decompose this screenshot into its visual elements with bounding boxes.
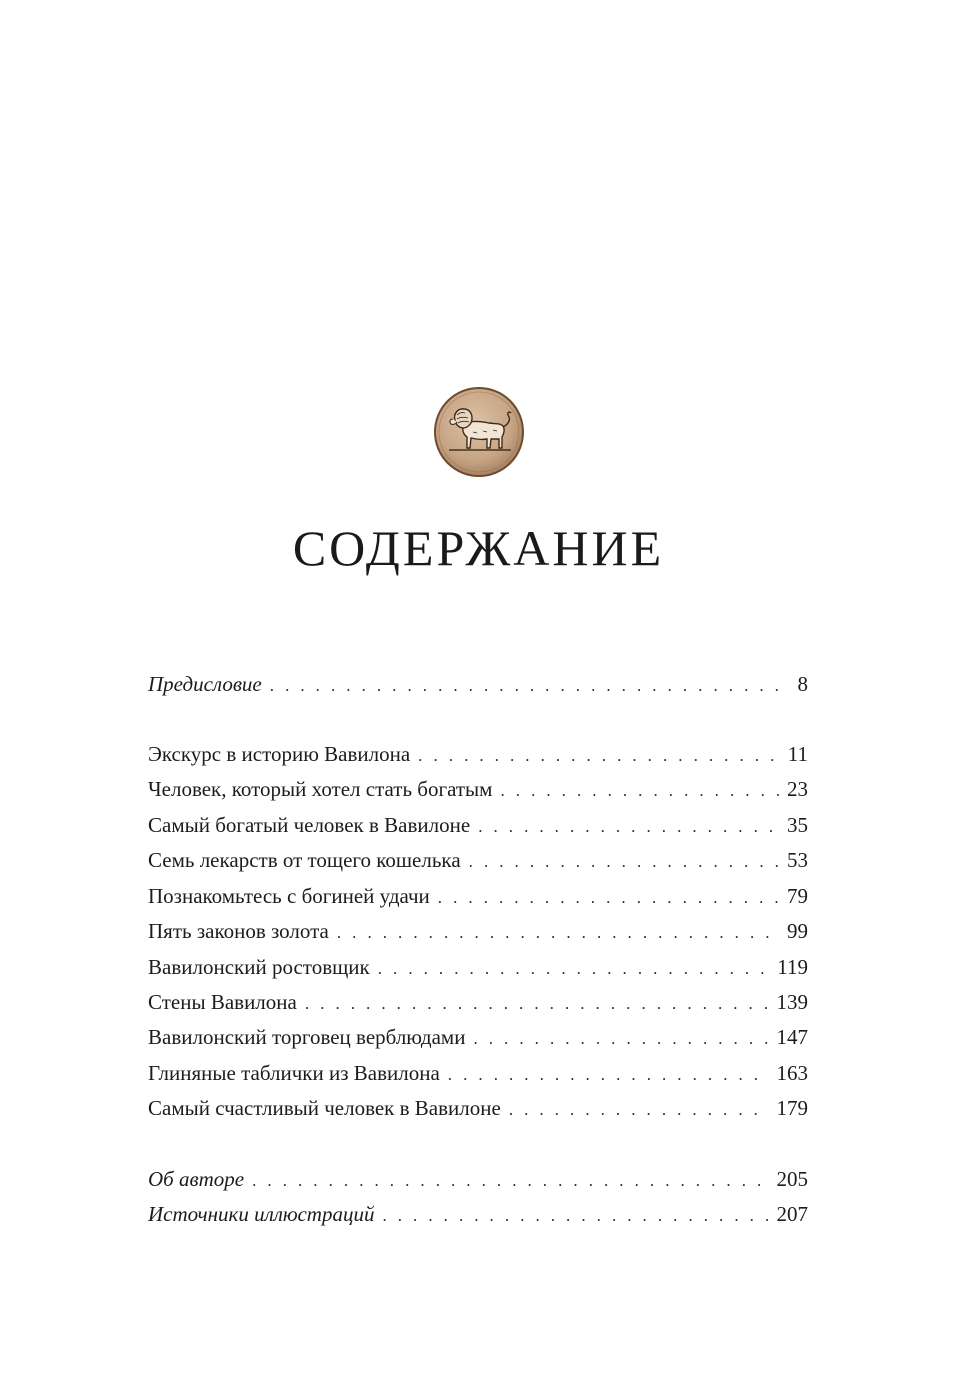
toc-entry-illustration-sources[interactable]: [148, 1200, 808, 1228]
toc-entry-page: 119: [777, 955, 808, 979]
toc-entry-chapter[interactable]: [148, 1059, 808, 1087]
toc-entry-page: 179: [776, 1096, 808, 1120]
toc-entry-chapter[interactable]: [148, 775, 808, 803]
page-title: СОДЕРЖАНИЕ: [292, 520, 665, 576]
toc-leader-dots: [478, 813, 779, 841]
toc-entry-title: Самый счастливый человек в Вавилоне: [148, 1096, 501, 1120]
toc-entry-chapter[interactable]: [148, 811, 808, 839]
toc-entry-title: Источники иллюстраций: [148, 1202, 375, 1226]
toc-entry-chapter[interactable]: [148, 1094, 808, 1122]
toc-leader-dots: [473, 1025, 768, 1053]
toc-entry-page: 35: [787, 813, 808, 837]
toc-leader-dots: [500, 777, 779, 805]
toc-leader-dots: [305, 990, 769, 1018]
toc-entry-page: 139: [776, 990, 808, 1014]
toc-leader-dots: [418, 742, 780, 770]
toc-entry-title: Человек, который хотел стать богатым: [148, 777, 493, 801]
toc-entry-chapter[interactable]: [148, 917, 808, 945]
toc-entry-title: Предисловие: [148, 672, 262, 696]
toc-entry-page: 11: [787, 742, 808, 766]
table-of-contents: [148, 0, 808, 1388]
toc-entry-title: Семь лекарств от тощего кошелька: [148, 848, 461, 872]
toc-entry-chapter[interactable]: [148, 1023, 808, 1051]
toc-entry-page: 53: [787, 848, 808, 872]
toc-leader-dots: [469, 848, 779, 876]
toc-entry-about-author[interactable]: [148, 1165, 808, 1193]
toc-entry-chapter[interactable]: [148, 988, 808, 1016]
toc-entry-page: 163: [776, 1061, 808, 1085]
toc-entry-title: Познакомьтесь с богиней удачи: [148, 884, 430, 908]
toc-entry-title: Стены Вавилона: [148, 990, 297, 1014]
toc-entry-preface[interactable]: [148, 670, 808, 698]
toc-entry-page: 8: [797, 672, 808, 696]
toc-leader-dots: [270, 672, 790, 700]
toc-entry-chapter[interactable]: [148, 740, 808, 768]
toc-entry-page: 79: [787, 884, 808, 908]
toc-entry-page: 205: [776, 1167, 808, 1191]
toc-entry-title: Самый богатый человек в Вавилоне: [148, 813, 471, 837]
toc-leader-dots: [509, 1096, 769, 1124]
toc-entry-title: Вавилонский торговец верблюдами: [148, 1025, 466, 1049]
toc-entry-title: Вавилонский ростовщик: [148, 955, 370, 979]
toc-leader-dots: [448, 1061, 769, 1089]
toc-entry-page: 23: [787, 777, 808, 801]
toc-entry-title: Пять законов золота: [148, 919, 329, 943]
toc-leader-dots: [378, 955, 770, 983]
toc-entry-chapter[interactable]: [148, 953, 808, 981]
toc-leader-dots: [382, 1202, 768, 1230]
toc-entry-chapter[interactable]: [148, 882, 808, 910]
toc-entry-title: Об авторе: [148, 1167, 245, 1191]
toc-leader-dots: [252, 1167, 768, 1195]
toc-entry-title: Глиняные таблички из Вавилона: [148, 1061, 440, 1085]
toc-entry-title: Экскурс в историю Вавилона: [148, 742, 411, 766]
toc-entry-page: 207: [776, 1202, 808, 1226]
toc-leader-dots: [438, 884, 779, 912]
toc-leader-dots: [337, 919, 779, 947]
toc-entry-page: 99: [787, 919, 808, 943]
toc-entry-page: 147: [776, 1025, 808, 1049]
toc-entry-chapter[interactable]: [148, 846, 808, 874]
